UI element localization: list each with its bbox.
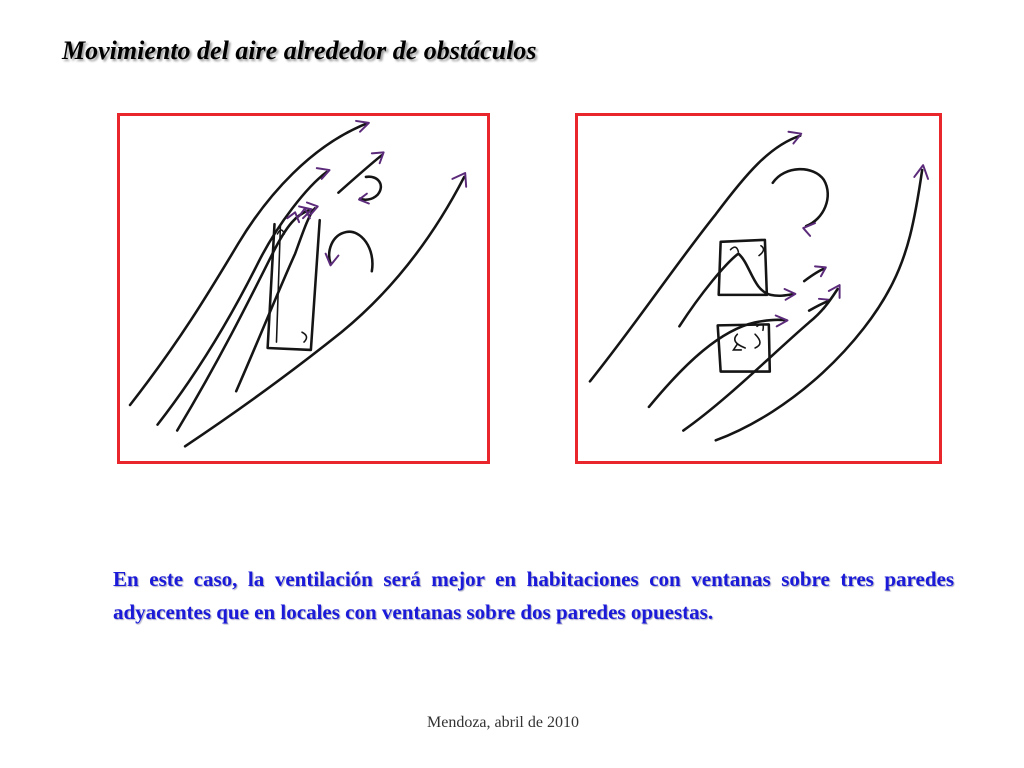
streamline	[185, 177, 464, 446]
inner-eddy	[755, 334, 760, 348]
slide-title: Movimiento del aire alrededor de obstáculos	[62, 36, 537, 65]
arrowhead	[803, 223, 815, 236]
arrowhead	[326, 254, 339, 266]
inner-eddy	[730, 247, 738, 251]
footer-date: Mendoza, abril de 2010	[427, 714, 579, 731]
description-paragraph: En este caso, la ventilación será mejor en habitaciones con ventanas sobre tres paredes adyacentes que en locales con ventanas sobre dos paredes opuestas.	[113, 567, 954, 624]
inner-eddy	[757, 324, 763, 330]
inner-eddy	[733, 334, 745, 350]
eddy	[773, 169, 828, 226]
airflow-diagram-left	[117, 113, 490, 464]
inner-eddy	[759, 246, 763, 256]
airflow-sketch-left	[120, 116, 487, 461]
airflow-diagram-right	[575, 113, 942, 464]
eddy	[329, 232, 372, 272]
obstacle-outline	[268, 220, 320, 350]
airflow-sketch-right	[578, 116, 939, 461]
streamline	[177, 210, 309, 430]
streamline	[338, 155, 381, 192]
streamline	[158, 172, 327, 425]
inner-eddy-bottom	[302, 332, 306, 342]
streamline	[683, 289, 837, 431]
